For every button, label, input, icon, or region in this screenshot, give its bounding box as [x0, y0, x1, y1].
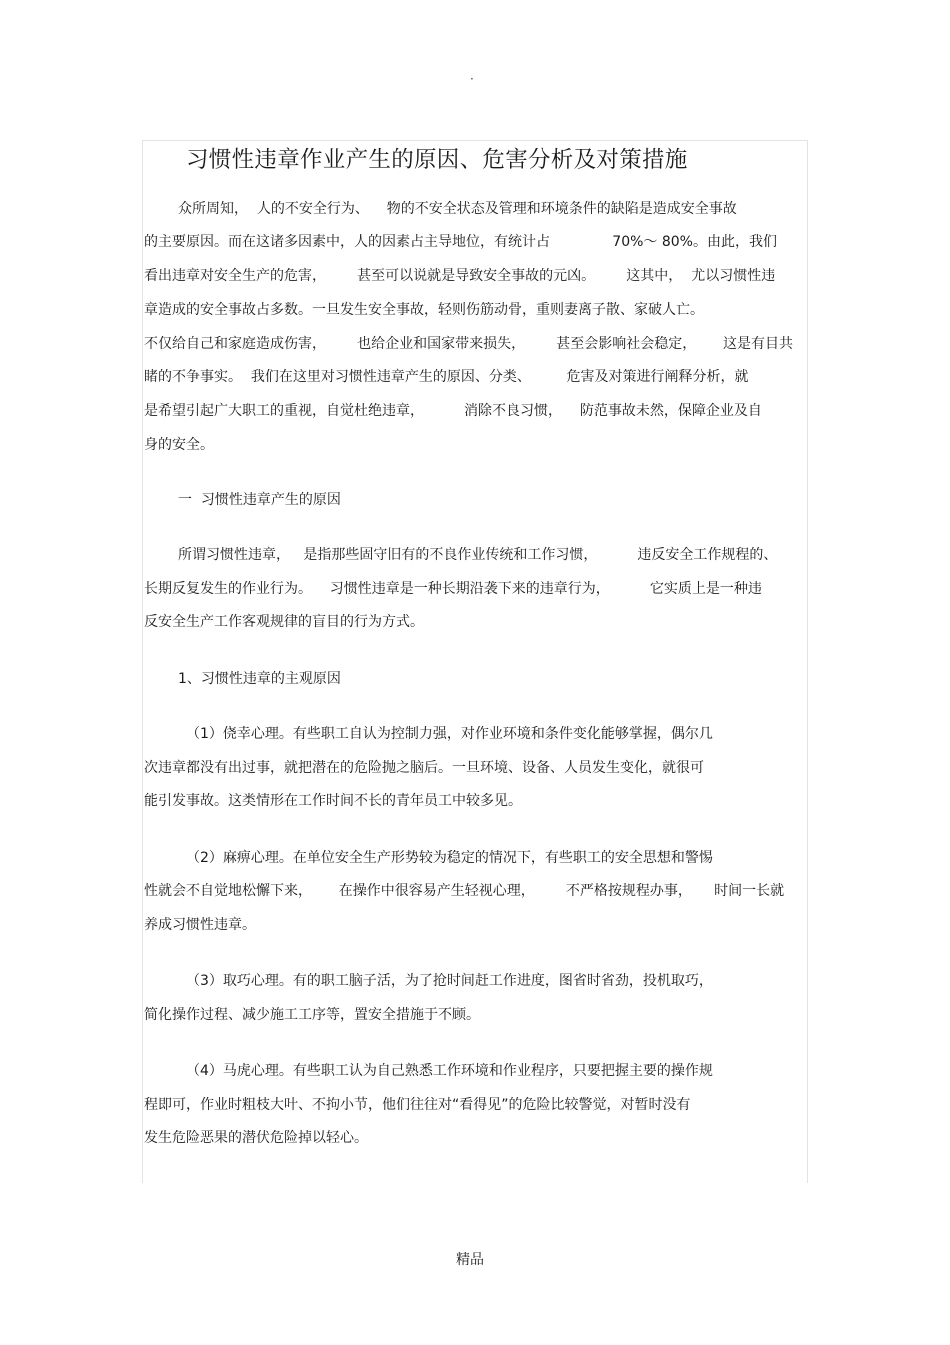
page-title: 习惯性违章作业产生的原因、危害分析及对策措施: [186, 147, 688, 173]
text-line: （3）取巧心理。有的职工脑子活，为了抢时间赶工作进度，图省时省劲，投机取巧，: [186, 973, 713, 989]
text-line: （1）侥幸心理。有些职工自认为控制力强，对作业环境和条件变化能够掌握，偶尔几: [186, 726, 713, 742]
text-line: （2）麻痹心理。在单位安全生产形势较为稳定的情况下，有些职工的安全思想和警惕: [186, 850, 713, 866]
text-line: 程即可，作业时粗枝大叶、不拘小节，他们往往对“看得见”的危险比较警觉，对暂时没有: [144, 1097, 691, 1113]
content-frame: [142, 140, 808, 1183]
text-line: 章造成的安全事故占多数。一旦发生安全事故，轻则伤筋动骨，重则妻离子散、家破人亡。: [144, 302, 704, 318]
text-line: 身的安全。: [144, 437, 214, 453]
text-line: 众所周知， 人的不安全行为、 物的不安全状态及管理和环境条件的缺陷是造成安全事故: [178, 201, 737, 217]
text-line: 看出违章对安全生产的危害， 甚至可以说就是导致安全事故的元凶。 这其中， 尤以习惯性违: [144, 268, 776, 284]
text-line: 发生危险恶果的潜伏危险掉以轻心。: [144, 1130, 368, 1146]
text-line: 不仅给自己和家庭造成伤害， 也给企业和国家带来损失， 甚至会影响社会稳定， 这是有目共: [144, 336, 794, 352]
text-line: 长期反复发生的作业行为。 习惯性违章是一种长期沿袭下来的违章行为， 它实质上是一种违: [144, 581, 762, 597]
text-line: （4）马虎心理。有些职工认为自己熟悉工作环境和作业程序，只要把握主要的操作规: [186, 1063, 713, 1079]
text-line: 次违章都没有出过事，就把潜在的危险抛之脑后。一旦环境、设备、人员发生变化，就很可: [144, 760, 704, 776]
text-line: 睹的不争事实。 我们在这里对习惯性违章产生的原因、分类、 危害及对策进行阐释分析，就: [144, 369, 749, 385]
text-line: 简化操作过程、减少施工工序等，置安全措施于不顾。: [144, 1007, 480, 1023]
page-footer: 精品: [456, 1252, 484, 1268]
header-mark: ·: [470, 72, 474, 86]
text-line: 反安全生产工作客观规律的盲目的行为方式。: [144, 614, 424, 630]
text-line: 1、习惯性违章的主观原因: [178, 671, 341, 687]
text-line: 的主要原因。而在这诸多因素中，人的因素占主导地位，有统计占 70%～ 80%。由此，我们: [144, 234, 777, 250]
text-line: 养成习惯性违章。: [144, 917, 256, 933]
text-line: 性就会不自觉地松懈下来， 在操作中很容易产生轻视心理， 不严格按规程办事， 时间一长就: [144, 883, 785, 899]
text-line: 能引发事故。这类情形在工作时间不长的青年员工中较多见。: [144, 793, 522, 809]
text-line: 所谓习惯性违章， 是指那些固守旧有的不良作业传统和工作习惯， 违反安全工作规程的、: [178, 547, 778, 563]
text-line: 是希望引起广大职工的重视，自觉杜绝违章， 消除不良习惯， 防范事故未然，保障企业及自: [144, 403, 762, 419]
text-line: 一 习惯性违章产生的原因: [178, 492, 341, 508]
